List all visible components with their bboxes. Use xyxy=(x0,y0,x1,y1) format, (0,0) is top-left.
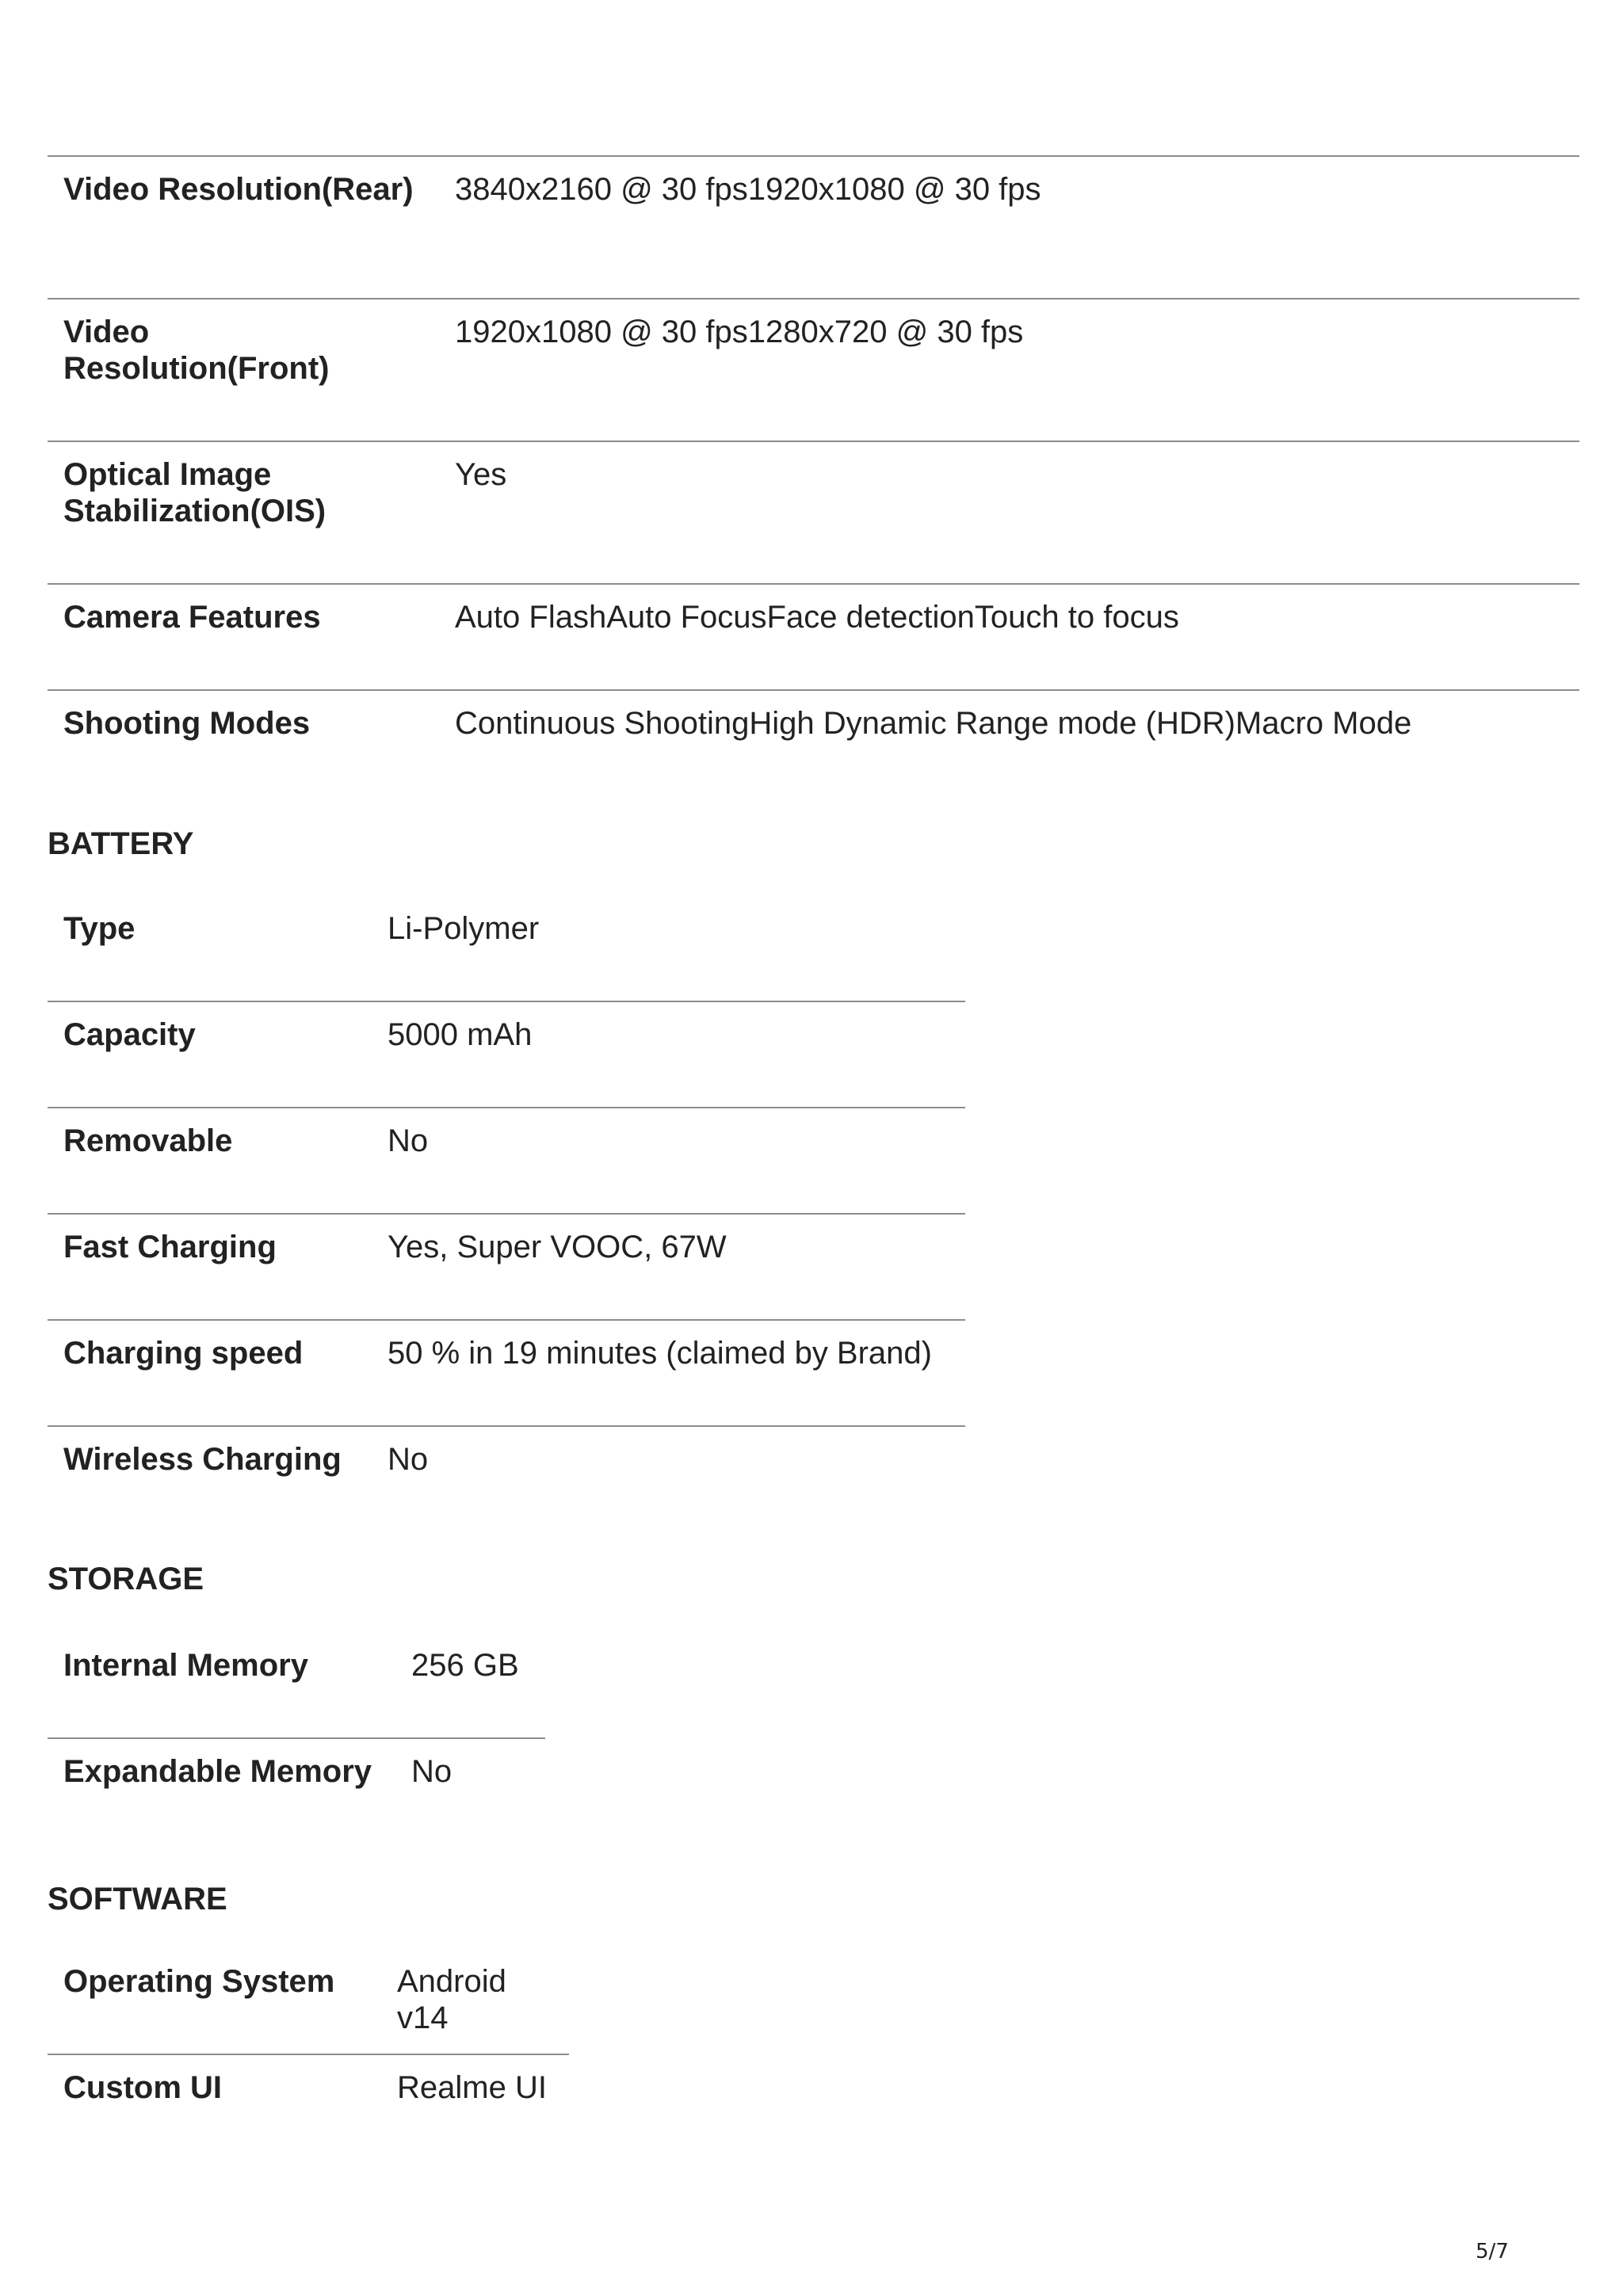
spec-value: 3840x2160 @ 30 fps1920x1080 @ 30 fps xyxy=(439,156,1579,299)
spec-row xyxy=(48,1214,965,1320)
battery-spec-table xyxy=(48,896,965,1531)
spec-value: Yes, Super VOOC, 67W xyxy=(372,1214,965,1320)
spec-label: Capacity xyxy=(48,1001,372,1108)
spec-row xyxy=(48,1738,545,1844)
spec-label: Charging speed xyxy=(48,1320,372,1426)
spec-value: 1920x1080 @ 30 fps1280x720 @ 30 fps xyxy=(439,299,1579,441)
spec-label: Type xyxy=(63,911,136,946)
spec-value: Yes xyxy=(439,441,1579,584)
spec-value: Li-Polymer xyxy=(388,911,540,946)
storage-spec-table xyxy=(48,1633,545,1844)
spec-row xyxy=(48,1949,569,2054)
spec-label: Video Resolution(Front) xyxy=(48,299,439,441)
spec-row xyxy=(48,1426,965,1531)
spec-row xyxy=(48,1001,965,1108)
spec-label: Custom UI xyxy=(48,2054,381,2160)
spec-row xyxy=(48,1633,545,1738)
spec-label: Video Resolution(Rear) xyxy=(48,156,439,299)
spec-row xyxy=(48,584,1579,690)
spec-value: 50 % in 19 minutes (claimed by Brand) xyxy=(372,1320,965,1426)
page-number: 5/7 xyxy=(1476,2240,1509,2264)
spec-row xyxy=(48,690,1579,795)
spec-label: Expandable Memory xyxy=(48,1738,395,1844)
software-spec-table xyxy=(48,1949,569,2160)
spec-label: Wireless Charging xyxy=(48,1426,372,1531)
spec-row xyxy=(48,1320,965,1426)
spec-value: Android v14 xyxy=(397,1964,506,2035)
spec-row xyxy=(48,441,1579,584)
spec-value: No xyxy=(372,1426,965,1531)
spec-value: 5000 mAh xyxy=(372,1001,965,1108)
spec-value: 256 GB xyxy=(411,1648,519,1683)
battery-heading: BATTERY xyxy=(48,826,194,861)
spec-value: No xyxy=(372,1108,965,1214)
camera-spec-table xyxy=(48,155,1579,795)
spec-value: Realme UI xyxy=(381,2054,569,2160)
spec-row xyxy=(48,896,965,1001)
spec-value: No xyxy=(395,1738,545,1844)
spec-label: Shooting Modes xyxy=(48,690,439,795)
spec-label: Removable xyxy=(48,1108,372,1214)
spec-value: Continuous ShootingHigh Dynamic Range mode (HDR)Macro Mode xyxy=(439,690,1579,795)
software-heading: SOFTWARE xyxy=(48,1882,227,1917)
spec-row xyxy=(48,156,1579,299)
spec-row xyxy=(48,1108,965,1214)
spec-value: Auto FlashAuto FocusFace detectionTouch to focus xyxy=(439,584,1579,690)
spec-label: Camera Features xyxy=(48,584,439,690)
storage-heading: STORAGE xyxy=(48,1562,204,1596)
spec-row xyxy=(48,299,1579,441)
spec-label: Fast Charging xyxy=(48,1214,372,1320)
spec-row xyxy=(48,2054,569,2160)
spec-label: Internal Memory xyxy=(63,1648,308,1683)
spec-label: Operating System xyxy=(63,1964,335,1999)
spec-label: Optical Image Stabilization(OIS) xyxy=(48,441,439,584)
